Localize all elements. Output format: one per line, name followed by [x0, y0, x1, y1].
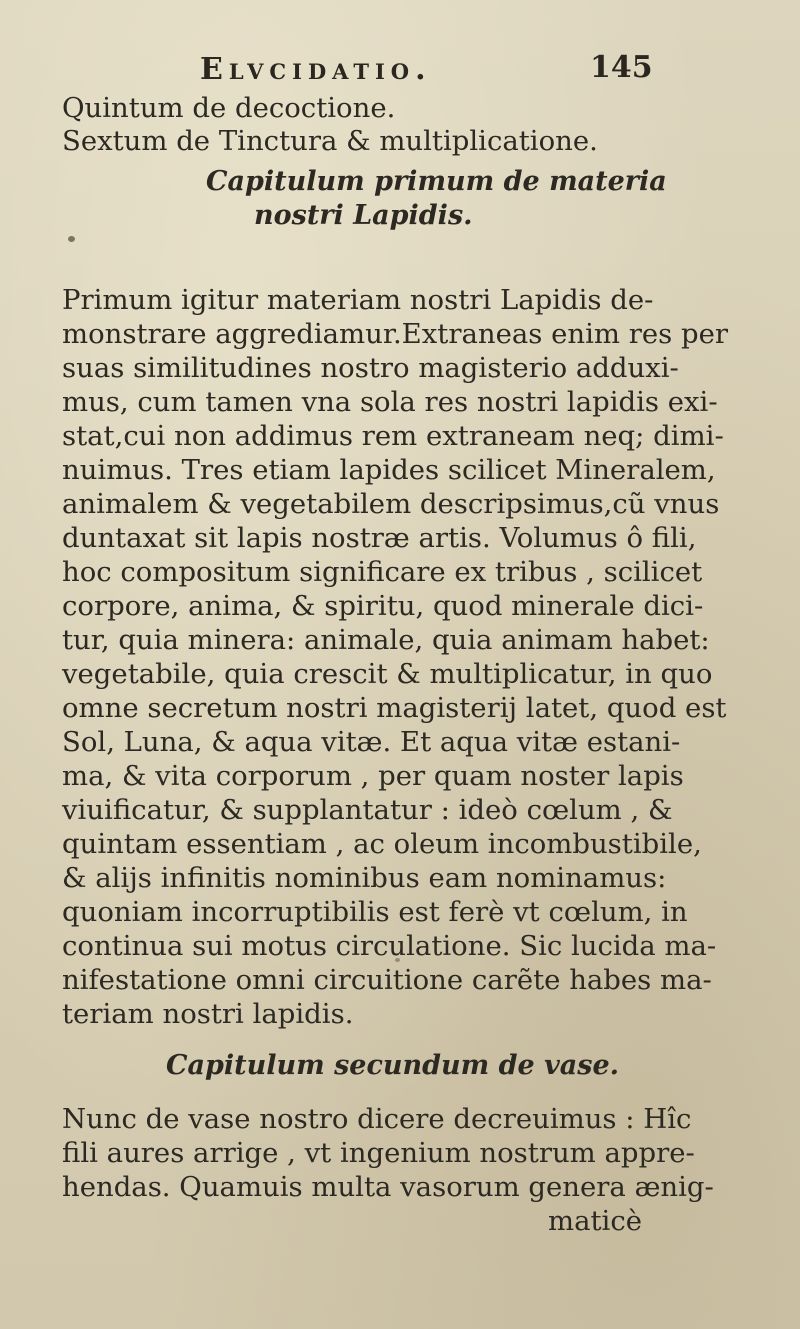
text-line: Sol, Luna, & aqua vitæ. Et aqua vitæ estani- [62, 726, 681, 758]
text-line: quoniam incorruptibilis est ferè vt cœlum, in [62, 896, 688, 928]
text-line: corpore, anima, & spiritu, quod minerale dici- [62, 590, 704, 622]
running-title: Elvcidatio. [200, 52, 432, 87]
chapter-heading: Capitulum secundum de vase. [166, 1050, 620, 1081]
text-line: hoc compositum significare ex tribus , scilicet [62, 556, 703, 588]
text-line: Sextum de Tinctura & multiplicatione. [62, 125, 598, 157]
text-line: continua sui motus circulatione. Sic lucida ma- [62, 930, 717, 962]
text-line: vegetabile, quia crescit & multiplicatur, in quo [62, 658, 713, 690]
text-line: omne secretum nostri magisterij latet, quod est [62, 692, 727, 724]
text-line: nuimus. Tres etiam lapides scilicet Mineralem, [62, 454, 716, 486]
running-head [60, 50, 660, 90]
text-line: Nunc de vase nostro dicere decreuimus : Hîc [62, 1103, 692, 1135]
catchword: maticè [548, 1205, 642, 1237]
text-line: hendas. Quamuis multa vasorum genera ænig- [62, 1171, 714, 1203]
text-line: nifestatione omni circuitione carẽte habes ma- [62, 964, 712, 996]
ink-blot [68, 236, 75, 242]
text-line: stat,cui non addimus rem extraneam neq; dimi- [62, 420, 724, 452]
text-line: tur, quia minera: animale, quia animam habet: [62, 624, 710, 656]
ink-blot [395, 958, 400, 962]
text-line: & alijs infinitis nominibus eam nominamus: [62, 862, 667, 894]
text-line: mus, cum tamen vna sola res nostri lapidis exi- [62, 386, 718, 418]
text-line: fili aures arrige , vt ingenium nostrum appre- [62, 1137, 695, 1169]
text-line: quintam essentiam , ac oleum incombustibile, [62, 828, 702, 860]
text-line: Quintum de decoctione. [62, 92, 396, 124]
text-line: animalem & vegetabilem descripsimus,cũ vnus [62, 488, 720, 520]
text-line: Primum igitur materiam nostri Lapidis de- [62, 284, 654, 316]
text-line: viuificatur, & supplantatur : ideò cœlum , & [62, 794, 673, 826]
text-line: teriam nostri lapidis. [62, 998, 354, 1030]
chapter-heading: Capitulum primum de materia [206, 166, 667, 197]
text-line: monstrare aggrediamur.Extraneas enim res per [62, 318, 728, 350]
text-line: ma, & vita corporum , per quam noster lapis [62, 760, 684, 792]
chapter-heading: nostri Lapidis. [254, 200, 473, 231]
text-line: duntaxat sit lapis nostræ artis. Volumus ô fili, [62, 522, 697, 554]
page-number: 145 [590, 50, 653, 85]
text-line: suas similitudines nostro magisterio adduxi- [62, 352, 679, 384]
